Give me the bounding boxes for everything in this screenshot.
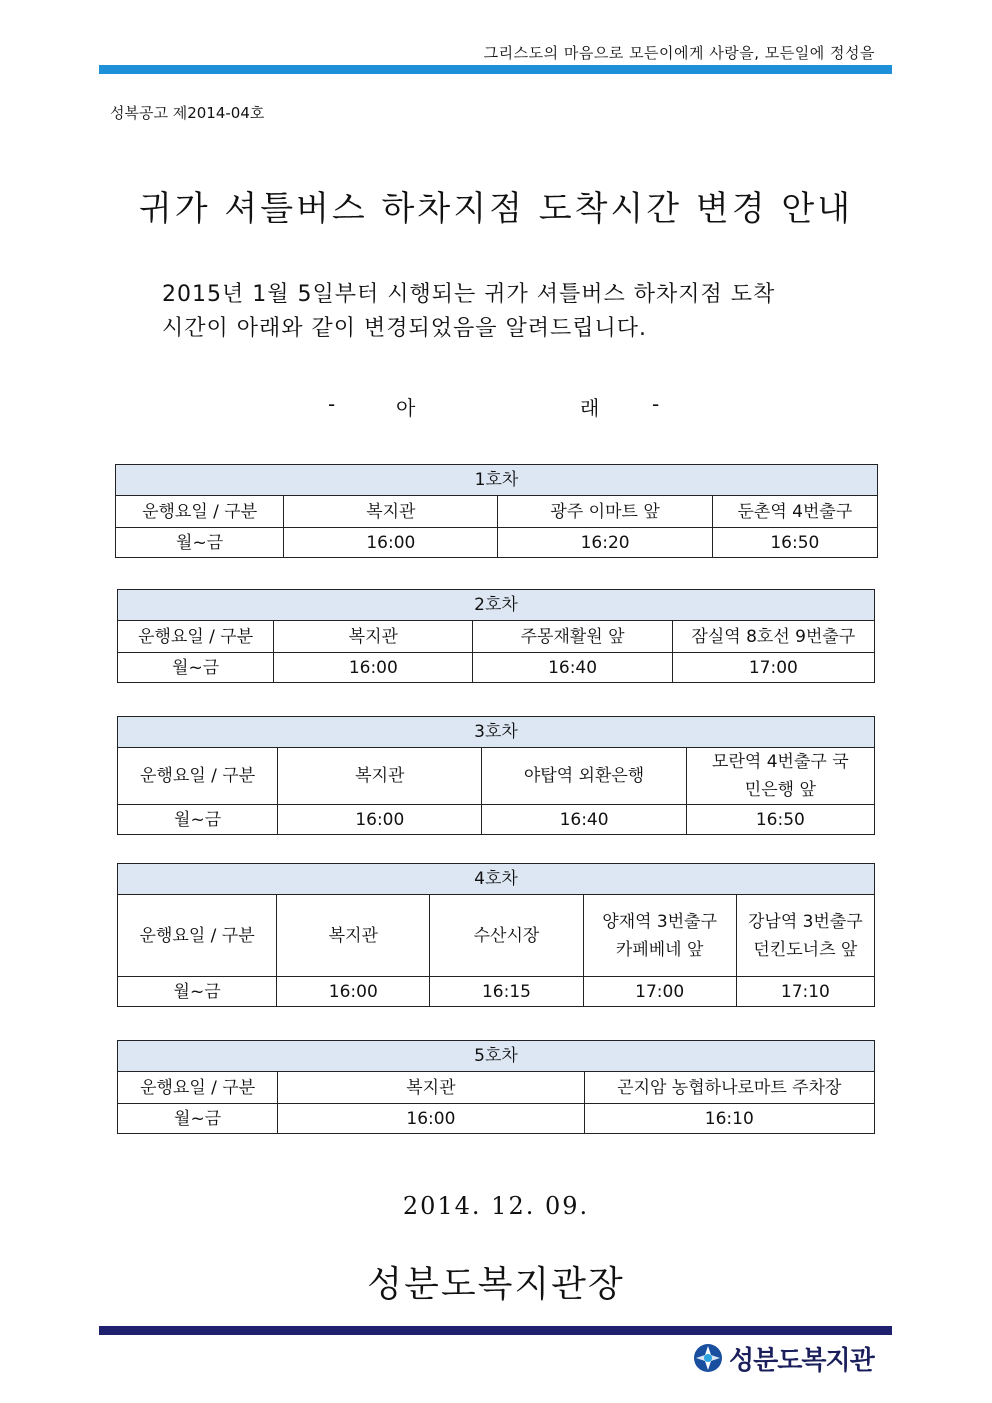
- arae-a: 아: [396, 396, 416, 420]
- stop-name: 주몽재활원 앞: [473, 621, 672, 653]
- arrival-time: 17:00: [672, 653, 874, 683]
- intro-text: [162, 278, 852, 346]
- stop-name: 모란역 4번출구 국민은행 앞: [686, 748, 874, 805]
- arrival-time: 17:10: [736, 977, 874, 1007]
- stop-name: 잠실역 8호선 9번출구: [672, 621, 874, 653]
- signature: 성분도복지관장: [367, 1264, 625, 1305]
- stop-name: 수산시장: [430, 895, 583, 977]
- bottom-divider: [99, 1326, 892, 1335]
- page-title: 귀가 셔틀버스 하차지점 도착시간 변경 안내: [138, 189, 854, 229]
- issue-date: 2014. 12. 09.: [402, 1192, 590, 1220]
- arrival-time: 16:50: [686, 805, 874, 835]
- arrival-time: 16:40: [473, 653, 672, 683]
- row-label: 운행요일 / 구분: [116, 496, 284, 528]
- day-label: 월~금: [118, 977, 277, 1007]
- arrival-time: 16:50: [712, 528, 877, 558]
- stop-name: 광주 이마트 앞: [498, 496, 712, 528]
- schedule-table-bus-3: [117, 716, 875, 835]
- org-logo: [693, 1338, 874, 1378]
- arrival-time: 16:00: [277, 977, 430, 1007]
- stop-name: 복지관: [278, 1072, 584, 1104]
- intro-line-1: 2015년 1월 5일부터 시행되는 귀가 셔틀버스 하차지점 도착: [162, 282, 776, 307]
- bus-name: 4호차: [118, 864, 875, 895]
- slogan: 그리스도의 마음으로 모든이에게 사랑을, 모든일에 정성을: [483, 44, 875, 62]
- row-label: 운행요일 / 구분: [118, 748, 278, 805]
- bus-name: 2호차: [118, 590, 875, 621]
- row-label: 운행요일 / 구분: [118, 895, 277, 977]
- arae-rae: 래: [580, 396, 600, 420]
- stop-name: 복지관: [284, 496, 498, 528]
- stop-name: 곤지암 농협하나로마트 주차장: [584, 1072, 874, 1104]
- bus-name: 3호차: [118, 717, 875, 748]
- top-divider: [99, 65, 892, 74]
- day-label: 월~금: [118, 805, 278, 835]
- row-label: 운행요일 / 구분: [118, 1072, 278, 1104]
- stop-name: 양재역 3번출구 카페베네 앞: [583, 895, 736, 977]
- row-label: 운행요일 / 구분: [118, 621, 274, 653]
- day-label: 월~금: [118, 653, 274, 683]
- cross-dove-icon: [693, 1343, 723, 1373]
- stop-name: 복지관: [278, 748, 482, 805]
- logo-text: 성분도복지관: [729, 1345, 874, 1376]
- arrival-time: 16:40: [482, 805, 686, 835]
- stop-name: 복지관: [274, 621, 473, 653]
- arrival-time: 16:00: [284, 528, 498, 558]
- day-label: 월~금: [118, 1104, 278, 1134]
- arrival-time: 16:10: [584, 1104, 874, 1134]
- schedule-table-bus-5: [117, 1040, 875, 1134]
- day-label: 월~금: [116, 528, 284, 558]
- bus-name: 5호차: [118, 1041, 875, 1072]
- schedule-table-bus-1: [115, 464, 878, 558]
- notice-number: 성복공고 제2014-04호: [110, 104, 265, 122]
- stop-name: 복지관: [277, 895, 430, 977]
- stop-name: 강남역 3번출구 던킨도너츠 앞: [736, 895, 874, 977]
- arrival-time: 16:00: [274, 653, 473, 683]
- schedule-table-bus-2: [117, 589, 875, 683]
- intro-line-2: 시간이 아래와 같이 변경되었음을 알려드립니다.: [162, 316, 648, 341]
- arae-dash-left: -: [328, 392, 336, 416]
- arae-dash-right: -: [652, 392, 660, 416]
- arrival-time: 16:00: [278, 805, 482, 835]
- arrival-time: 16:00: [278, 1104, 584, 1134]
- arrival-time: 17:00: [583, 977, 736, 1007]
- stop-name: 야탑역 외환은행: [482, 748, 686, 805]
- bus-name: 1호차: [116, 465, 878, 496]
- stop-name: 둔촌역 4번출구: [712, 496, 877, 528]
- schedule-table-bus-4: [117, 863, 875, 1007]
- arrival-time: 16:15: [430, 977, 583, 1007]
- arrival-time: 16:20: [498, 528, 712, 558]
